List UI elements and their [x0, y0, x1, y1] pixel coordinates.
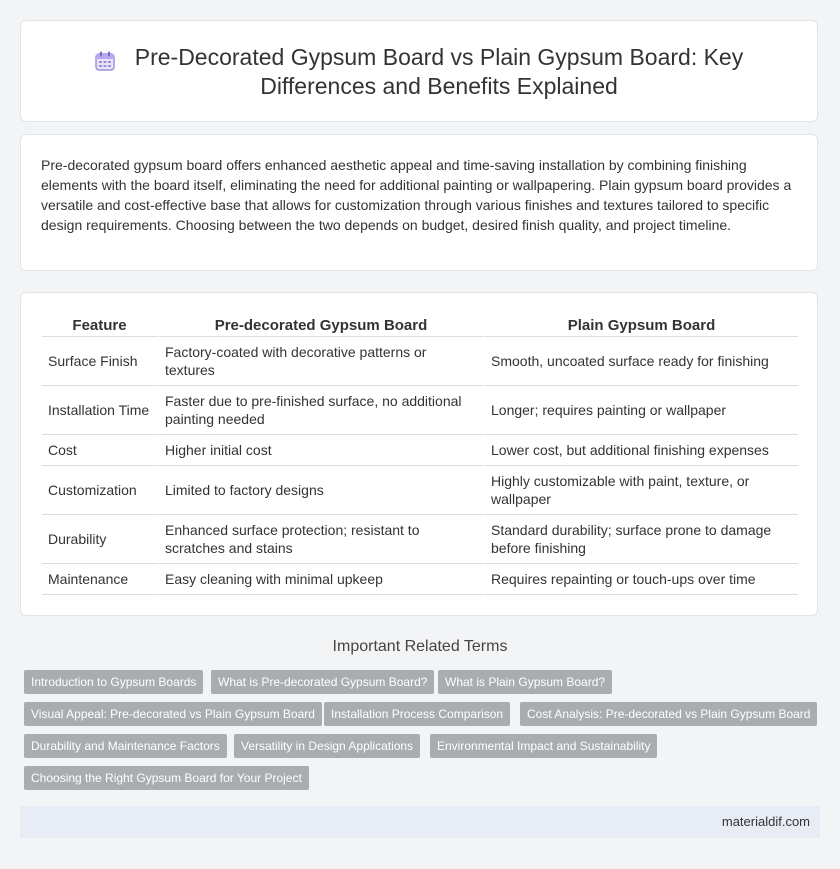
cell-feature: Maintenance	[42, 564, 159, 595]
table-row	[42, 564, 798, 595]
cell-pre-decorated: Easy cleaning with minimal upkeep	[159, 564, 485, 595]
cell-plain: Longer; requires painting or wallpaper	[485, 386, 798, 435]
footer	[20, 806, 820, 838]
related-term-tag[interactable]: Environmental Impact and Sustainability	[430, 734, 657, 758]
cell-pre-decorated: Higher initial cost	[159, 435, 485, 466]
cell-pre-decorated: Enhanced surface protection; resistant to scratches and stains	[159, 515, 485, 564]
related-term-tag[interactable]: Versatility in Design Applications	[234, 734, 420, 758]
cell-plain: Standard durability; surface prone to damage before finishing	[485, 515, 798, 564]
summary-card	[20, 134, 818, 271]
related-term-tag[interactable]: Choosing the Right Gypsum Board for Your Project	[24, 766, 309, 790]
cell-plain: Smooth, uncoated surface ready for finishing	[485, 337, 798, 386]
related-term-tag[interactable]: Cost Analysis: Pre-decorated vs Plain Gypsum Board	[520, 702, 817, 726]
related-term-tag[interactable]: Durability and Maintenance Factors	[24, 734, 227, 758]
comparison-table	[42, 314, 798, 595]
related-term-tag[interactable]: What is Plain Gypsum Board?	[438, 670, 612, 694]
cell-pre-decorated: Faster due to pre-finished surface, no additional painting needed	[159, 386, 485, 435]
cell-plain: Highly customizable with paint, texture, or wallpaper	[485, 466, 798, 515]
cell-pre-decorated: Limited to factory designs	[159, 466, 485, 515]
related-term-tag[interactable]: Introduction to Gypsum Boards	[24, 670, 203, 694]
cell-plain: Lower cost, but additional finishing expenses	[485, 435, 798, 466]
table-header-row	[42, 314, 798, 337]
table-row	[42, 466, 798, 515]
cell-feature: Cost	[42, 435, 159, 466]
table-row	[42, 386, 798, 435]
cell-feature: Customization	[42, 466, 159, 515]
page-title: Pre-Decorated Gypsum Board vs Plain Gypsum Board: Key Differences and Benefits Explained	[134, 44, 744, 99]
header-pre-decorated: Pre-decorated Gypsum Board	[159, 314, 485, 337]
related-terms-title: Important Related Terms	[332, 638, 508, 655]
table-row	[42, 515, 798, 564]
table-row	[42, 337, 798, 386]
related-term-tag[interactable]: What is Pre-decorated Gypsum Board?	[211, 670, 434, 694]
cell-feature: Surface Finish	[42, 337, 159, 386]
title-card	[20, 20, 818, 122]
related-term-tag[interactable]: Installation Process Comparison	[324, 702, 510, 726]
cell-feature: Installation Time	[42, 386, 159, 435]
cell-pre-decorated: Factory-coated with decorative patterns or textures	[159, 337, 485, 386]
header-feature: Feature	[42, 314, 159, 337]
summary-text: Pre-decorated gypsum board offers enhanced aesthetic appeal and time-saving installation by combining finishing elements with the board itself, eliminating the need for additional painting or wallpapering. Plain gypsum board provides a versatile and cost-effective base that allows for customization through various finishes and textures tailored to specific design requirements. Choosing between the two depends on budget, desired finish quality, and project timeline.	[41, 157, 792, 233]
cell-plain: Requires repainting or touch-ups over time	[485, 564, 798, 595]
cell-feature: Durability	[42, 515, 159, 564]
header-plain: Plain Gypsum Board	[485, 314, 798, 337]
table-row	[42, 435, 798, 466]
related-term-tag[interactable]: Visual Appeal: Pre-decorated vs Plain Gypsum Board	[24, 702, 322, 726]
comparison-card	[20, 292, 818, 616]
footer-site-link[interactable]: materialdif.com	[721, 814, 810, 829]
